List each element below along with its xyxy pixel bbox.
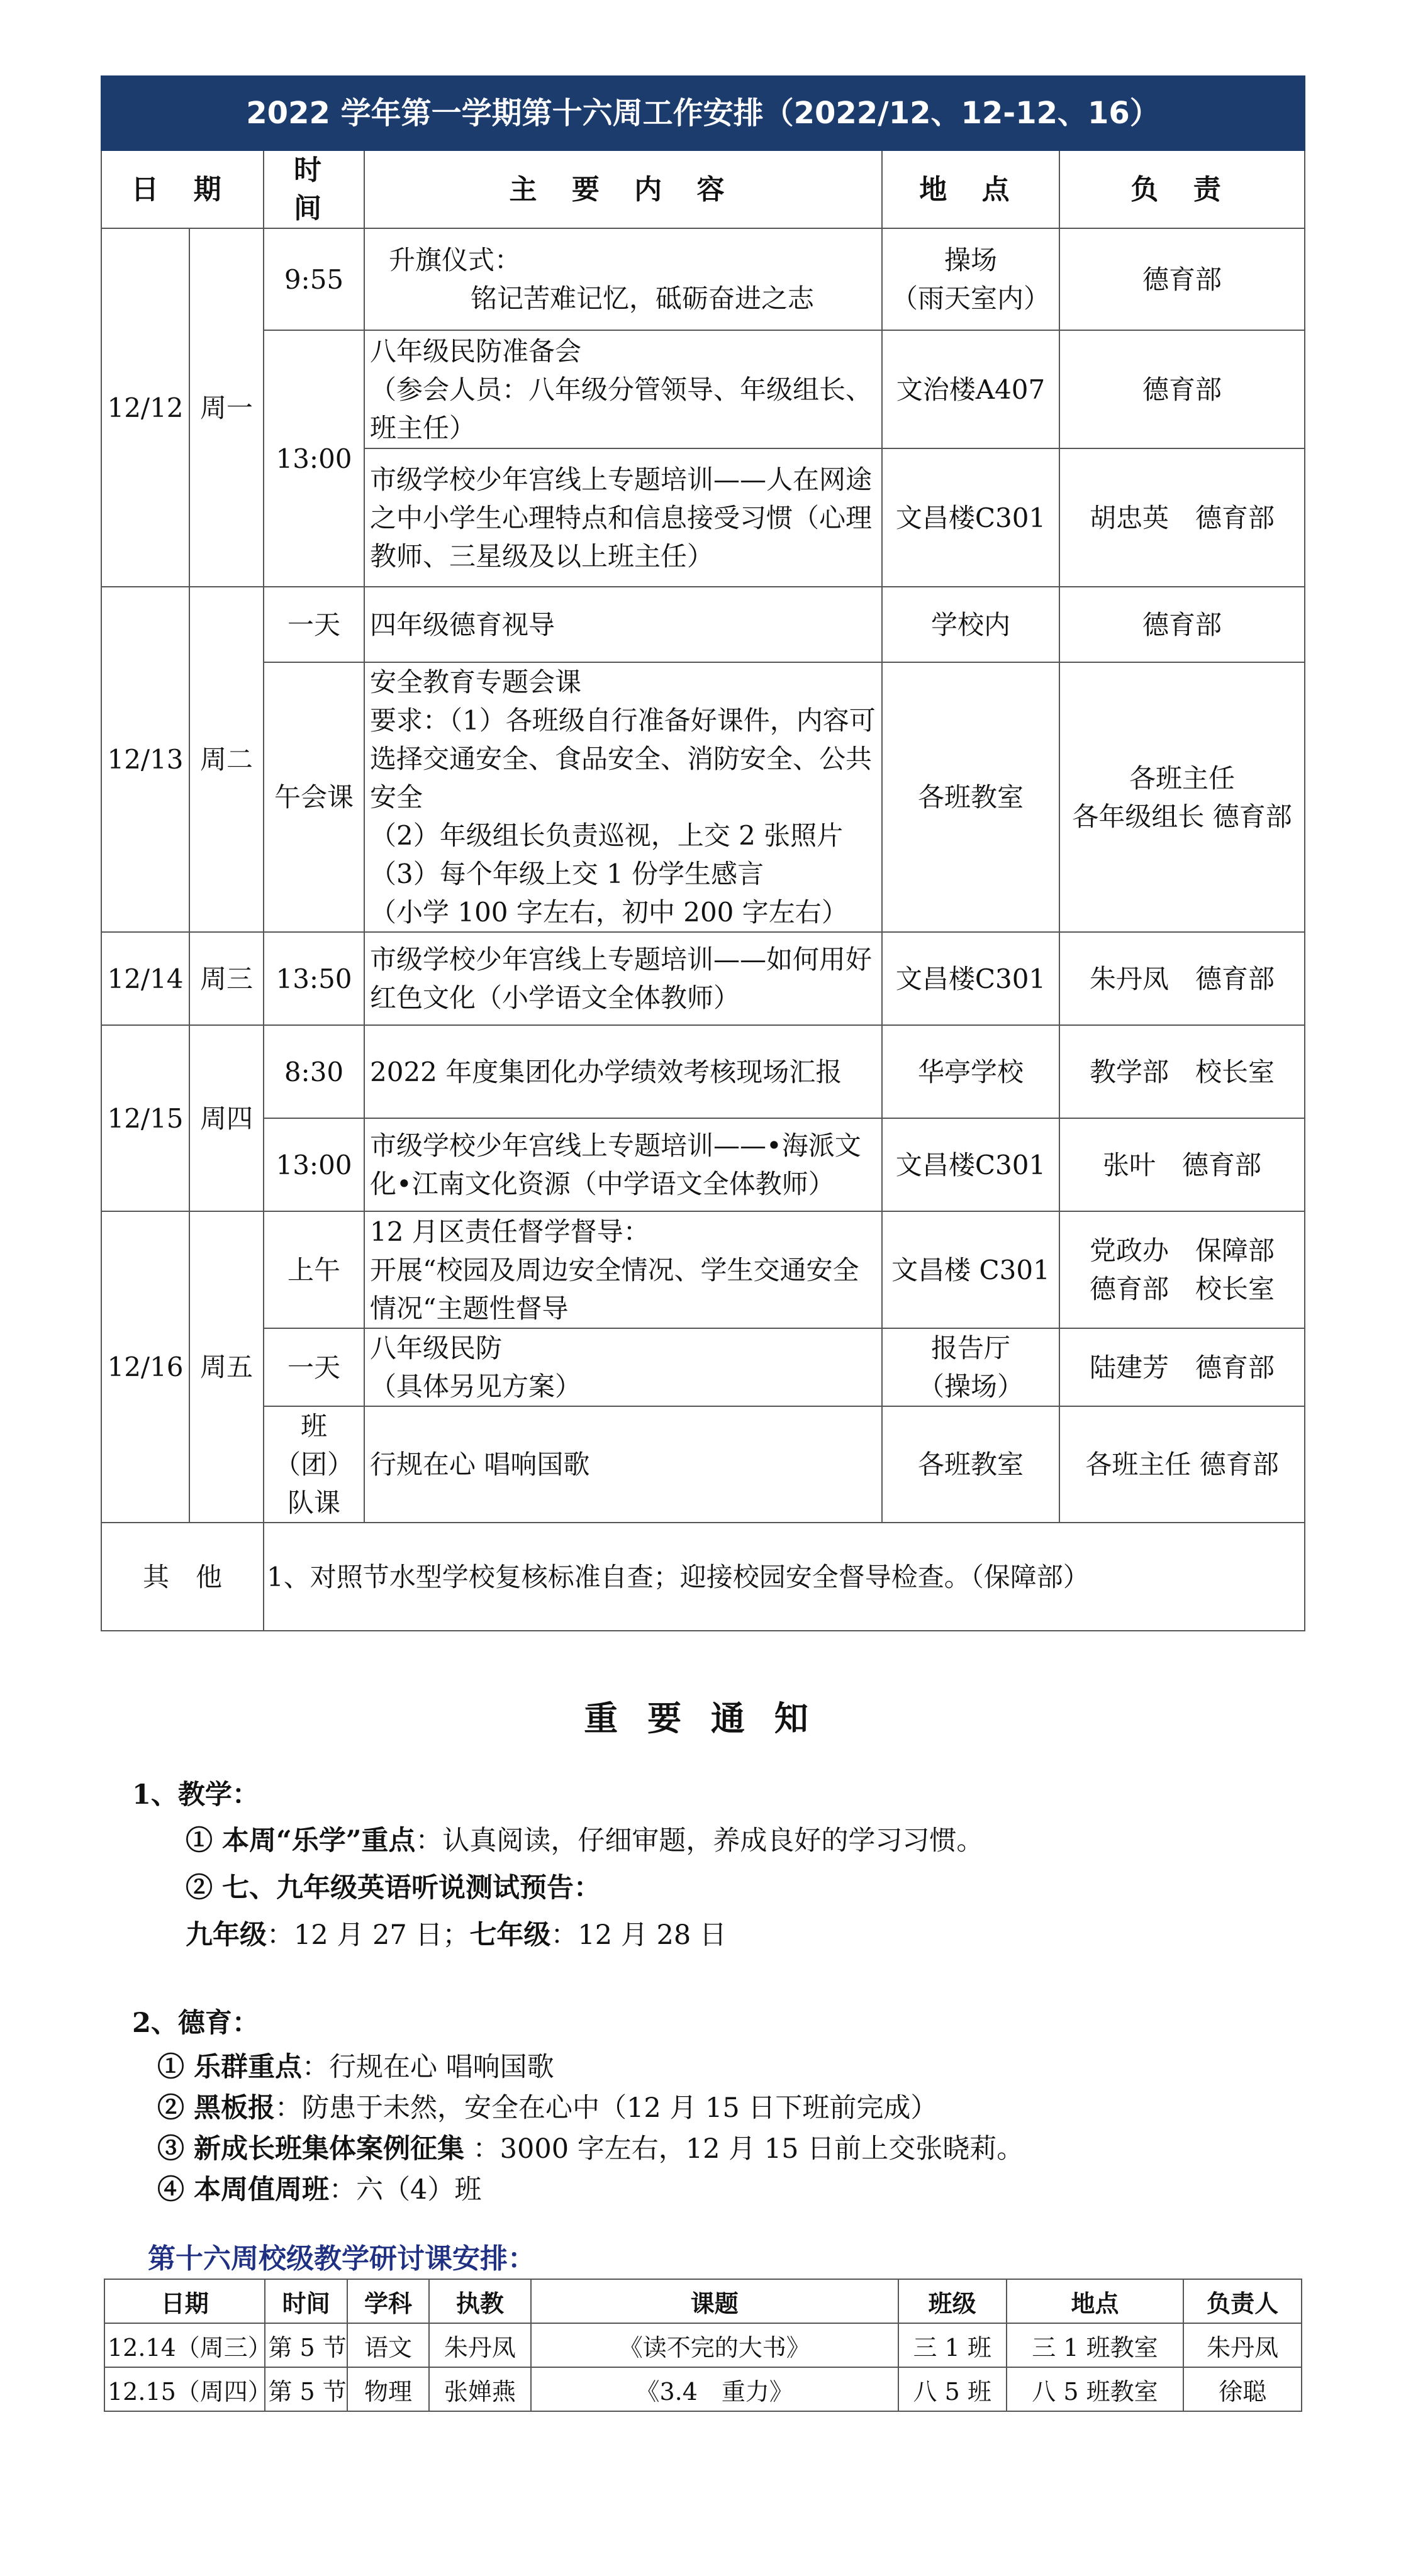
research-cell: 物理 [347, 2367, 429, 2411]
item-text: ：认真阅读，仔细审题，养成良好的学习习惯。 [415, 1825, 984, 1857]
date-cell: 12/16 [101, 1211, 189, 1523]
header-date: 日 期 [101, 150, 264, 228]
research-title: 第十六周校级教学研讨课安排： [148, 2243, 535, 2275]
time-cell: 8:30 [264, 1025, 364, 1118]
date-cell: 12/15 [101, 1025, 189, 1211]
teaching-item-1 [186, 1821, 983, 1861]
time-cell: 一天 [264, 587, 364, 662]
place-cell: 各班教室 [882, 1406, 1059, 1523]
teaching-item-2 [186, 1868, 601, 1908]
weekly-schedule-table [101, 75, 1305, 1631]
place-cell: 文昌楼 C301 [882, 1211, 1059, 1328]
place-cell: 操场 （雨天室内） [882, 228, 1059, 330]
owner-cell: 各班主任 德育部 [1059, 1406, 1305, 1523]
teaching-heading-text: 1、教学： [132, 1779, 259, 1811]
weekday-cell: 周四 [189, 1025, 264, 1211]
research-header: 负责人 [1183, 2279, 1302, 2323]
header-content: 主 要 内 容 [364, 150, 882, 228]
notice-title: 重 要 通 知 [584, 1698, 817, 1738]
teaching-item-3 [186, 1915, 727, 1955]
item-text: ：六（4）班 [328, 2174, 482, 2206]
content-cell: 市级学校少年宫线上专题培训——人在网途之中小学生心理特点和信息接受习惯（心理教师、三星级及以上班主任） [364, 448, 882, 587]
content-cell: 行规在心 唱响国歌 [364, 1406, 882, 1523]
moral-item-1 [157, 2047, 554, 2087]
owner-cell: 德育部 [1059, 587, 1305, 662]
table-row [101, 1406, 1305, 1523]
time-cell: 班（团） 队课 [264, 1406, 364, 1523]
teaching-heading [132, 1775, 259, 1815]
time-cell: 9:55 [264, 228, 364, 330]
item-text: ：12 月 27 日； [267, 1919, 470, 1951]
moral-heading [132, 2003, 259, 2043]
item-text: ：行规在心 唱响国歌 [301, 2051, 554, 2083]
place-cell: 文治楼A407 [882, 330, 1059, 448]
item-label: ② 黑板报 [157, 2092, 275, 2124]
item-label: ① 本周“乐学”重点 [186, 1825, 416, 1857]
table-row [101, 1118, 1305, 1211]
weekday-cell: 周五 [189, 1211, 264, 1523]
table-row [101, 587, 1305, 662]
schedule-title: 2022 学年第一学期第十六周工作安排（2022/12、12-12、16） [101, 76, 1305, 150]
research-header: 课题 [531, 2279, 898, 2323]
table-row [101, 662, 1305, 932]
owner-cell: 张叶 德育部 [1059, 1118, 1305, 1211]
research-cell: 《读不完的大书》 [531, 2323, 898, 2367]
place-cell: 报告厅 （操场） [882, 1328, 1059, 1406]
research-cell: 朱丹凤 [1183, 2323, 1302, 2367]
time-cell: 上午 [264, 1211, 364, 1328]
content-cell [364, 228, 882, 330]
moral-item-4 [157, 2170, 481, 2210]
research-cell: 八 5 班 [898, 2367, 1007, 2411]
content-cell: 12 月区责任督学督导： 开展“校园及周边安全情况、学生交通安全情况“主题性督导 [364, 1211, 882, 1328]
schedule-header-row [101, 150, 1305, 228]
research-cell: 语文 [347, 2323, 429, 2367]
schedule-title-row [101, 76, 1305, 150]
item-label: ① 乐群重点 [157, 2051, 302, 2083]
place-cell: 学校内 [882, 587, 1059, 662]
date-cell: 12/14 [101, 932, 189, 1025]
place-cell: 文昌楼C301 [882, 932, 1059, 1025]
item-label: 七年级 [469, 1919, 551, 1951]
item-text: ：3000 字左右，12 月 15 日前上交张晓莉。 [464, 2133, 1024, 2165]
item-label: 九年级 [186, 1919, 267, 1951]
content-cell: 市级学校少年宫线上专题培训——如何用好红色文化（小学语文全体教师） [364, 932, 882, 1025]
header-time: 时 间 [264, 150, 364, 228]
item-label: ② 七、九年级英语听说测试预告： [186, 1872, 601, 1904]
date-cell: 12/12 [101, 228, 189, 587]
other-content: 1、对照节水型学校复核标准自查；迎接校园安全督导检查。（保障部） [264, 1523, 1305, 1631]
research-header: 时间 [265, 2279, 347, 2323]
owner-cell: 教学部 校长室 [1059, 1025, 1305, 1118]
header-owner: 负 责 [1059, 150, 1305, 228]
owner-cell: 党政办 保障部 德育部 校长室 [1059, 1211, 1305, 1328]
table-row [104, 2323, 1302, 2367]
place-cell: 华亭学校 [882, 1025, 1059, 1118]
research-class-table [104, 2279, 1302, 2412]
content-cell: 市级学校少年宫线上专题培训——•海派文化•江南文化资源（中学语文全体教师） [364, 1118, 882, 1211]
research-cell: 12.14（周三） [104, 2323, 265, 2367]
research-header: 执教 [429, 2279, 531, 2323]
weekday-cell: 周一 [189, 228, 264, 587]
item-label: ③ 新成长班集体案例征集 [157, 2133, 464, 2165]
owner-cell: 陆建芳 德育部 [1059, 1328, 1305, 1406]
research-header-row [104, 2279, 1302, 2323]
table-row [101, 1025, 1305, 1118]
content-cell: 安全教育专题会课 要求：（1）各班级自行准备好课件，内容可选择交通安全、食品安全、消防安全、公共安全 （2）年级组长负责巡视，上交 2 张照片 （3）每个年级上交 1 份学生感言 （小学 100 字左右，初中 200 字左右） [364, 662, 882, 932]
item-text: ：防患于未然，安全在心中（12 月 15 日下班前完成） [274, 2092, 938, 2124]
time-cell: 13:50 [264, 932, 364, 1025]
time-cell: 13:00 [264, 330, 364, 587]
content-line: 升旗仪式： [389, 245, 522, 275]
owner-cell: 德育部 [1059, 330, 1305, 448]
time-cell: 13:00 [264, 1118, 364, 1211]
research-header: 学科 [347, 2279, 429, 2323]
table-row [101, 1328, 1305, 1406]
weekday-cell: 周三 [189, 932, 264, 1025]
place-cell: 文昌楼C301 [882, 448, 1059, 587]
research-cell: 第 5 节 [265, 2323, 347, 2367]
owner-cell: 各班主任 各年级组长 德育部 [1059, 662, 1305, 932]
owner-cell: 胡忠英 德育部 [1059, 448, 1305, 587]
research-cell: 朱丹凤 [429, 2323, 531, 2367]
item-text: ：12 月 28 日 [550, 1919, 727, 1951]
header-place: 地 点 [882, 150, 1059, 228]
table-row [101, 228, 1305, 330]
other-label: 其 他 [101, 1523, 264, 1631]
moral-item-3 [157, 2129, 1024, 2169]
date-cell: 12/13 [101, 587, 189, 932]
table-row-other [101, 1523, 1305, 1631]
research-cell: 第 5 节 [265, 2367, 347, 2411]
table-row [104, 2367, 1302, 2411]
content-cell: 八年级民防准备会 （参会人员：八年级分管领导、年级组长、班主任） [364, 330, 882, 448]
research-cell: 徐聪 [1183, 2367, 1302, 2411]
content-cell: 八年级民防 （具体另见方案） [364, 1328, 882, 1406]
research-header: 地点 [1007, 2279, 1184, 2323]
research-cell: 张婵燕 [429, 2367, 531, 2411]
content-line: 铭记苦难记忆，砥砺奋进之志 [471, 283, 815, 314]
content-cell: 2022 年度集团化办学绩效考核现场汇报 [364, 1025, 882, 1118]
weekday-cell: 周二 [189, 587, 264, 932]
owner-cell: 德育部 [1059, 228, 1305, 330]
research-cell: 三 1 班 [898, 2323, 1007, 2367]
research-header: 班级 [898, 2279, 1007, 2323]
research-cell: 《3.4 重力》 [531, 2367, 898, 2411]
research-cell: 八 5 班教室 [1007, 2367, 1184, 2411]
owner-cell: 朱丹凤 德育部 [1059, 932, 1305, 1025]
table-row [101, 330, 1305, 448]
research-cell: 12.15（周四） [104, 2367, 265, 2411]
item-label: ④ 本周值周班 [157, 2174, 329, 2206]
time-cell: 午会课 [264, 662, 364, 932]
research-cell: 三 1 班教室 [1007, 2323, 1184, 2367]
moral-heading-text: 2、德育： [132, 2007, 259, 2039]
content-cell: 四年级德育视导 [364, 587, 882, 662]
table-row [101, 1211, 1305, 1328]
research-header: 日期 [104, 2279, 265, 2323]
moral-item-2 [157, 2088, 937, 2128]
time-cell: 一天 [264, 1328, 364, 1406]
place-cell: 各班教室 [882, 662, 1059, 932]
place-cell: 文昌楼C301 [882, 1118, 1059, 1211]
table-row [101, 932, 1305, 1025]
